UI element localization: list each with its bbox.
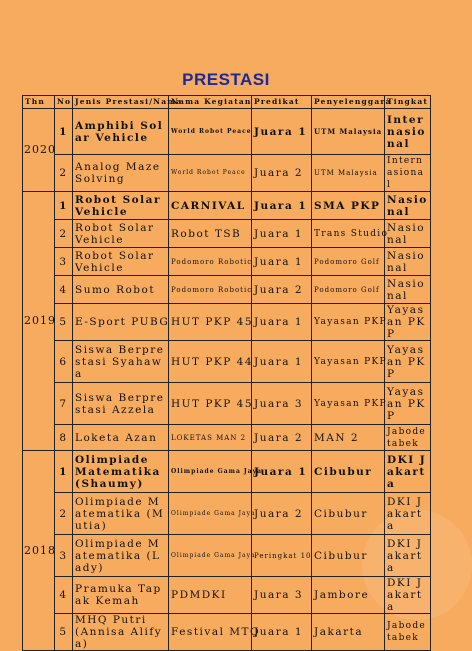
- organizer-cell: MAN 2: [312, 425, 385, 451]
- type-cell: Robot Solar Vehicle: [73, 220, 169, 248]
- organizer-cell: Podomoro Golf: [312, 276, 385, 304]
- level-cell: Nasional: [385, 192, 431, 220]
- event-cell: Festival MTQ: [169, 614, 252, 651]
- no-cell: 4: [55, 577, 73, 614]
- type-cell: Amphibi Solar Vehicle: [73, 109, 169, 155]
- level-cell: Internasional: [385, 155, 431, 192]
- type-cell: Analog Maze Solving: [73, 155, 169, 192]
- table-row: [23, 220, 431, 248]
- type-cell: Robot Solar Vehicle: [73, 192, 169, 220]
- rank-cell: Juara 2: [252, 276, 312, 304]
- organizer-cell: Yayasan PKP: [312, 341, 385, 383]
- no-cell: 6: [55, 341, 73, 383]
- event-cell: World Robot Peace: [169, 155, 252, 192]
- rank-cell: Juara 1: [252, 451, 312, 493]
- level-cell: Jabodetabek: [385, 425, 431, 451]
- no-cell: 5: [55, 304, 73, 341]
- organizer-cell: SMA PKP: [312, 192, 385, 220]
- header-no: No: [55, 96, 73, 109]
- table-row: [23, 383, 431, 425]
- header-row: [23, 96, 431, 109]
- type-cell: Olimpiade Matematika (Mutia): [73, 493, 169, 535]
- rank-cell: Peringkat 10: [252, 535, 312, 577]
- rank-cell: Juara 1: [252, 109, 312, 155]
- event-cell: Olimpiade Gama Jaya: [169, 535, 252, 577]
- organizer-cell: Trans Studio: [312, 220, 385, 248]
- event-cell: HUT PKP 45: [169, 383, 252, 425]
- event-cell: Olimpiade Gama Jaya: [169, 451, 252, 493]
- level-cell: Jabodetabek: [385, 614, 431, 651]
- organizer-cell: Yayasan PKP: [312, 383, 385, 425]
- organizer-cell: Cibubur: [312, 451, 385, 493]
- type-cell: Pramuka Tapak Kemah: [73, 577, 169, 614]
- year-cell: 2020: [23, 109, 55, 192]
- no-cell: 3: [55, 248, 73, 276]
- table-row: [23, 248, 431, 276]
- header-rank: Predikat: [252, 96, 312, 109]
- rank-cell: Juara 1: [252, 220, 312, 248]
- table-row: [23, 276, 431, 304]
- rank-cell: Juara 3: [252, 577, 312, 614]
- rank-cell: Juara 3: [252, 383, 312, 425]
- type-cell: Olimpiade Matematika (Shaumy): [73, 451, 169, 493]
- header-type: Jenis Prestasi/Nama: [73, 96, 169, 109]
- organizer-cell: Cibubur: [312, 493, 385, 535]
- no-cell: 2: [55, 155, 73, 192]
- year-cell: 2018: [23, 451, 55, 651]
- type-cell: E-Sport PUBG: [73, 304, 169, 341]
- year-cell: 2019: [23, 192, 55, 451]
- rank-cell: Juara 2: [252, 493, 312, 535]
- organizer-cell: Jakarta: [312, 614, 385, 651]
- event-cell: Podomoro Robotic: [169, 248, 252, 276]
- level-cell: Nasional: [385, 248, 431, 276]
- table-row: [23, 451, 431, 493]
- rank-cell: Juara 2: [252, 155, 312, 192]
- table-row: [23, 109, 431, 155]
- header-level: Tingkat: [385, 96, 431, 109]
- no-cell: 4: [55, 276, 73, 304]
- level-cell: Yayasan PKP: [385, 383, 431, 425]
- rank-cell: Juara 1: [252, 341, 312, 383]
- type-cell: Sumo Robot: [73, 276, 169, 304]
- rank-cell: Juara 1: [252, 248, 312, 276]
- table-row: [23, 341, 431, 383]
- level-cell: Yayasan PKP: [385, 341, 431, 383]
- level-cell: DKI Jakarta: [385, 451, 431, 493]
- organizer-cell: Cibubur: [312, 535, 385, 577]
- type-cell: Olimpiade Matematika (Lady): [73, 535, 169, 577]
- type-cell: Siswa Berprestasi Syahawa: [73, 341, 169, 383]
- no-cell: 7: [55, 383, 73, 425]
- level-cell: DKI Jakarta: [385, 535, 431, 577]
- level-cell: Nasional: [385, 220, 431, 248]
- no-cell: 1: [55, 451, 73, 493]
- no-cell: 5: [55, 614, 73, 651]
- table-row: [23, 535, 431, 577]
- level-cell: DKI Jakarta: [385, 577, 431, 614]
- table-row: [23, 493, 431, 535]
- header-year: Thn: [23, 96, 55, 109]
- event-cell: HUT PKP 44: [169, 341, 252, 383]
- achievement-table: [22, 95, 431, 651]
- table-row: [23, 614, 431, 651]
- event-cell: Podomoro Robotic: [169, 276, 252, 304]
- level-cell: DKI Jakarta: [385, 493, 431, 535]
- page-title: PRESTASI: [182, 70, 270, 89]
- rank-cell: Juara 1: [252, 614, 312, 651]
- type-cell: MHQ Putri (Annisa Alifya): [73, 614, 169, 651]
- event-cell: CARNIVAL: [169, 192, 252, 220]
- type-cell: Loketa Azan: [73, 425, 169, 451]
- type-cell: Siswa Berprestasi Azzela: [73, 383, 169, 425]
- event-cell: World Robot Peace: [169, 109, 252, 155]
- event-cell: HUT PKP 45: [169, 304, 252, 341]
- organizer-cell: UTM Malaysia: [312, 155, 385, 192]
- header-event: Nama Kegiatan: [169, 96, 252, 109]
- type-cell: Robot Solar Vehicle: [73, 248, 169, 276]
- organizer-cell: Jambore: [312, 577, 385, 614]
- level-cell: Nasional: [385, 276, 431, 304]
- no-cell: 3: [55, 535, 73, 577]
- event-cell: Robot TSB: [169, 220, 252, 248]
- no-cell: 1: [55, 192, 73, 220]
- level-cell: Yayasan PKP: [385, 304, 431, 341]
- table-row: [23, 155, 431, 192]
- event-cell: Olimpiade Gama Jaya: [169, 493, 252, 535]
- no-cell: 2: [55, 493, 73, 535]
- event-cell: PDMDKI: [169, 577, 252, 614]
- organizer-cell: Podomoro Golf: [312, 248, 385, 276]
- rank-cell: Juara 2: [252, 425, 312, 451]
- level-cell: Internasional: [385, 109, 431, 155]
- table-row: [23, 577, 431, 614]
- event-cell: LOKETAS MAN 2: [169, 425, 252, 451]
- no-cell: 1: [55, 109, 73, 155]
- table-row: [23, 425, 431, 451]
- organizer-cell: Yayasan PKP: [312, 304, 385, 341]
- no-cell: 2: [55, 220, 73, 248]
- table-row: [23, 304, 431, 341]
- organizer-cell: UTM Malaysia: [312, 109, 385, 155]
- no-cell: 8: [55, 425, 73, 451]
- rank-cell: Juara 1: [252, 192, 312, 220]
- table-row: [23, 192, 431, 220]
- header-organizer: Penyelenggara: [312, 96, 385, 109]
- rank-cell: Juara 1: [252, 304, 312, 341]
